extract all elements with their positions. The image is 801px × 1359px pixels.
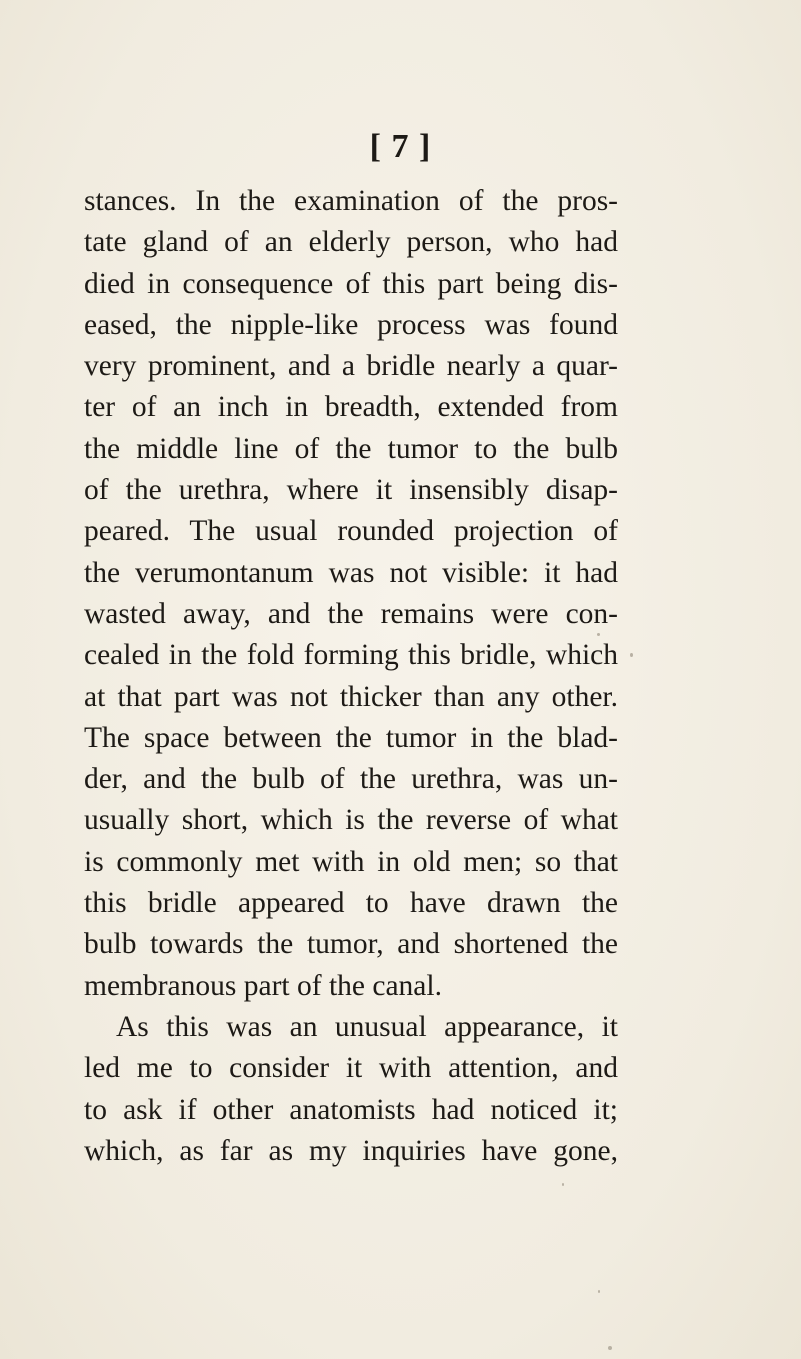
page-number: [ 7 ] xyxy=(369,128,432,165)
text-line: ter of an inch in breadth, extended from xyxy=(84,391,618,424)
text-line: cealed in the fold forming this bridle, which xyxy=(84,639,618,672)
paper-speck xyxy=(630,653,633,657)
text-line: As this was an unusual appearance, it xyxy=(116,1010,618,1043)
text-line: usually short, which is the reverse of what xyxy=(84,804,618,837)
text-line: membranous part of the canal. xyxy=(84,969,442,1002)
text-line: is commonly met with in old men; so that xyxy=(84,845,618,878)
text-line: died in consequence of this part being dis- xyxy=(84,267,618,300)
text-line: led me to consider it with attention, and xyxy=(84,1052,618,1085)
text-line: this bridle appeared to have drawn the xyxy=(84,887,618,920)
text-line: the middle line of the tumor to the bulb xyxy=(84,432,618,465)
text-line: bulb towards the tumor, and shortened the xyxy=(84,928,618,961)
text-line: The space between the tumor in the blad- xyxy=(84,721,618,754)
text-line: stances. In the examination of the pros- xyxy=(84,185,618,217)
text-line: tate gland of an elderly person, who had xyxy=(84,226,618,259)
text-line: very prominent, and a bridle nearly a quar- xyxy=(84,350,618,383)
text-line: wasted away, and the remains were con- xyxy=(84,597,618,630)
paper-speck xyxy=(562,1183,564,1186)
text-line: of the urethra, where it insensibly disap- xyxy=(84,474,618,507)
paper-speck xyxy=(598,1290,600,1293)
text-line: eased, the nipple-like process was found xyxy=(84,308,618,341)
text-line: to ask if other anatomists had noticed it; xyxy=(84,1093,618,1126)
text-line: peared. The usual rounded projection of xyxy=(84,515,618,548)
text-line: at that part was not thicker than any other. xyxy=(84,680,618,713)
text-line: the verumontanum was not visible: it had xyxy=(84,556,618,589)
paper-speck xyxy=(597,633,600,636)
paper-speck xyxy=(608,1346,612,1350)
body-text xyxy=(84,181,618,1172)
text-line: which, as far as my inquiries have gone, xyxy=(84,1134,618,1167)
text-line: der, and the bulb of the urethra, was un- xyxy=(84,763,618,796)
